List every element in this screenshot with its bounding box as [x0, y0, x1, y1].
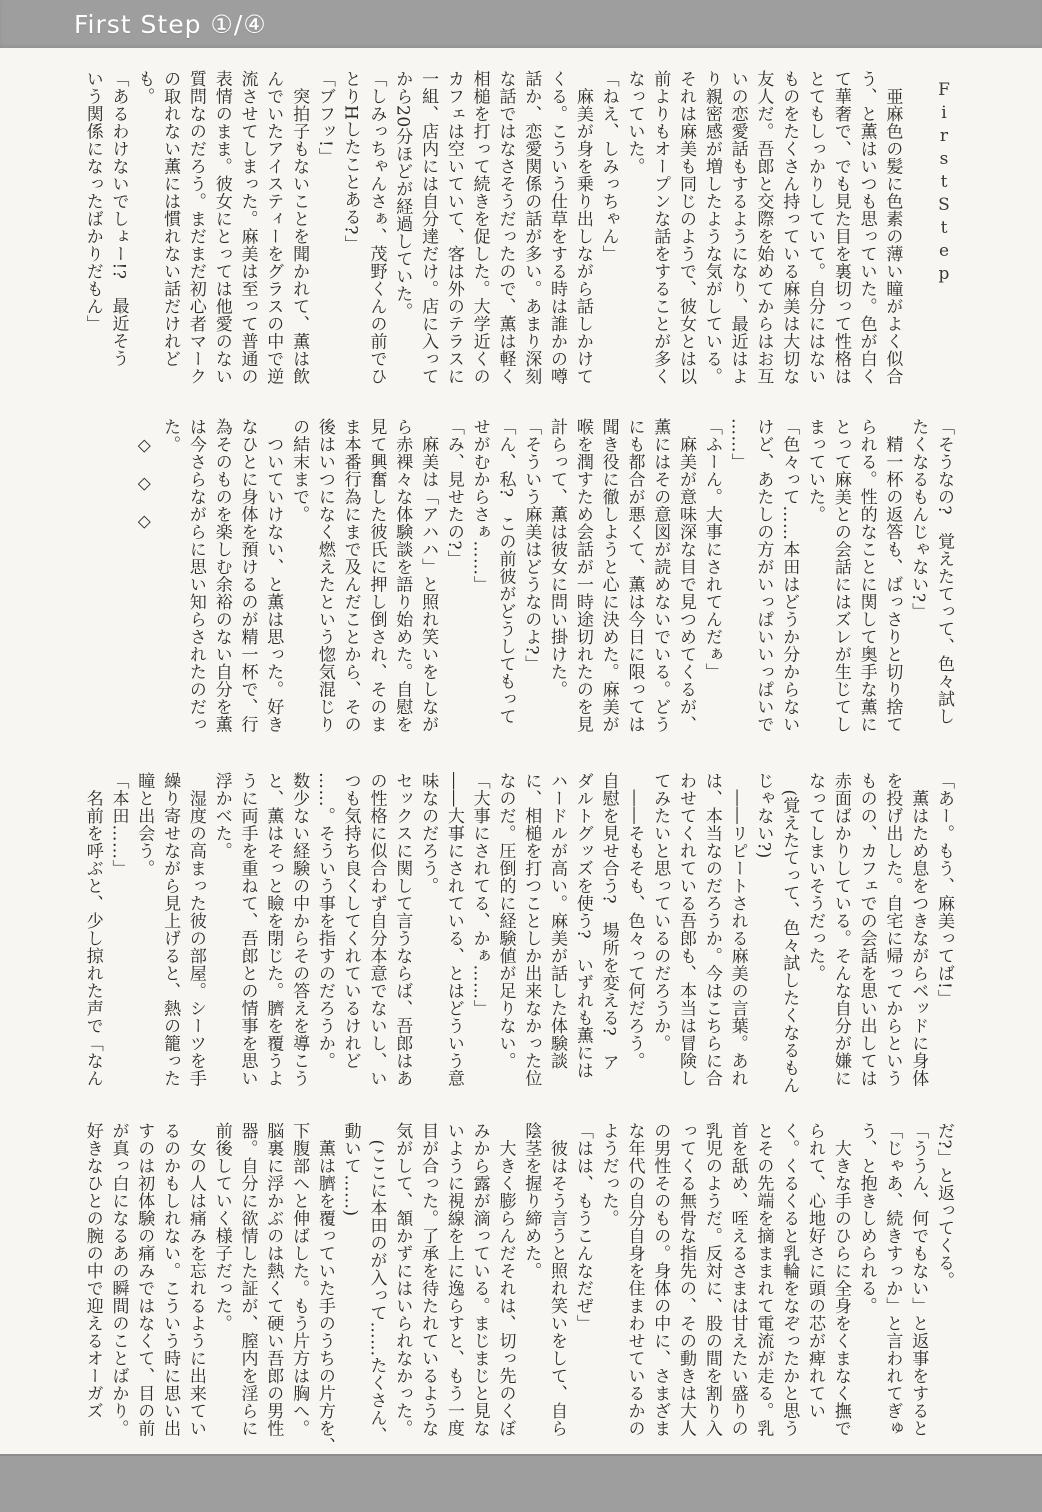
text-column: 「あー。もう、麻美ってば!」: [934, 772, 954, 1007]
text-column: の男性そのもの。身体の中に、さまざま: [650, 1122, 671, 1437]
text-column: 薫は臍を覆っていた手のうちの片方を、: [314, 1122, 335, 1455]
text-column: なってしまいそうだった。: [805, 772, 826, 982]
text-column: にも都合が悪くて、薫は今日に限っては: [624, 418, 645, 733]
text-block-1: [79, 70, 956, 406]
text-column: 「ふーん。大事にされてんだぁ」: [701, 418, 722, 681]
text-column: も。: [134, 70, 155, 105]
text-column: 後はいつになく燃えたという惚気混じり: [314, 418, 335, 733]
text-column: なっていた。: [624, 70, 645, 175]
text-column: 乳児のようだ。反対に、股の間を割り入: [701, 1122, 722, 1437]
text-column: 喉を潤すため会話が一時途切れたのを見: [572, 418, 593, 733]
text-column: な年代の自分自身を住まわせているかの: [624, 1122, 645, 1437]
text-column: 前後していく様子だった。: [211, 1122, 232, 1332]
text-column: 為そのものを楽しむ余裕のない自分を薫: [211, 418, 232, 733]
text-column: ――そもそも、色々って何だろう。: [624, 772, 645, 1070]
text-column: ……」: [727, 418, 748, 471]
text-column: けど、あたしの方がいっぱいいっぱいで: [753, 418, 774, 733]
text-column: 首を舐め、咥えるさまは甘えたい盛りの: [727, 1122, 748, 1437]
text-column: 「そういう麻美はどうなのよ?」: [521, 418, 542, 673]
text-column: (ここに本田のが入って……たくさん、: [366, 1122, 387, 1445]
text-column: と、薫はそっと瞼を閉じた。臍を覆うよ: [263, 772, 284, 1087]
text-column: それは麻美も同じのようで、彼女とは以: [676, 70, 697, 385]
text-column: 味なのだろう。: [418, 772, 439, 895]
text-column: ま本番行為にまで及んだことから、その: [340, 418, 361, 733]
text-column: [904, 70, 930, 406]
text-column: 聞き役に徹しようと心に決めた。麻美が: [598, 418, 619, 733]
text-column: 繰り寄せながら見上げると、熱の籠った: [160, 772, 181, 1087]
text-column: から20分ほどが経過していた。: [392, 70, 413, 321]
text-column: の結末まで。: [289, 418, 310, 523]
text-column: ダルトグッズを使う? いずれも薫には: [572, 772, 593, 1080]
text-column: は今さらながらに思い知らされたのだっ: [185, 418, 206, 733]
text-column: 目が合った。了承を待たれているような: [418, 1122, 439, 1437]
text-column: 「色々って……本田はどうか分からない: [779, 418, 800, 733]
text-column: 下腹部へと伸ばした。もう片方は胸へ。: [289, 1122, 310, 1437]
text-column: 精一杯の返答も、ばっさりと切り捨て: [882, 418, 903, 733]
text-column: 突拍子もないことを聞かれて、薫は飲: [289, 70, 310, 385]
text-column: 自慰を見せ合う? 場所を変える? ア: [598, 772, 619, 1072]
text-column: 相槌を打って続きを促した。大学近くの: [469, 70, 490, 385]
text-column: 流させてしまった。麻美は至って普通の: [237, 70, 258, 385]
text-column: 彼はそう言うと照れ笑いをして、自ら: [547, 1122, 568, 1437]
text-column: 話か、恋愛関係の話が多い。あまり深刻: [521, 70, 542, 385]
text-column: 陰茎を握り締めた。: [521, 1122, 542, 1280]
text-column: まっていた。: [805, 418, 826, 523]
text-block-4: [79, 1122, 956, 1458]
text-column: ――リピートされる麻美の言葉。あれ: [727, 772, 748, 1087]
text-column: ものをたくさん持っている麻美は大切な: [779, 70, 800, 385]
text-column: んでいたアイスティーをグラスの中で逆: [263, 70, 284, 385]
text-column: 「じゃあ、続きすっか」と言われてぎゅ: [882, 1122, 903, 1437]
text-column: いの恋愛話もするようになり、最近はよ: [727, 70, 748, 385]
text-column: 麻美が意味深な目で見つめてくるが、: [676, 418, 697, 733]
text-column: は、本当なのだろうか。今はこちらに合: [701, 772, 722, 1087]
text-column: う、と抱きしめられる。: [856, 1122, 877, 1315]
text-column: 質問なのだろう。まだまだ初心者マーク: [185, 70, 206, 385]
text-column: とって麻美との会話にはズレが生じてし: [830, 418, 851, 733]
text-column: 「ん、私? この前彼がどうしてもって: [495, 418, 516, 726]
text-column: 「ブフッ!」: [314, 70, 335, 165]
text-column: ついていけない、と薫は思った。好き: [263, 418, 284, 733]
text-column: に、相槌を打つことしか出来なかった位: [521, 772, 542, 1087]
text-column: 大きな手のひらに全身をくまなく撫で: [830, 1122, 851, 1437]
text-column: 「本田……」: [108, 772, 129, 877]
text-column: 名前を呼ぶと、少し掠れた声で「なん: [82, 772, 103, 1087]
text-column: ものの、カフェでの会話を思い出しては: [856, 772, 877, 1087]
text-column: を投げ出した。自宅に帰ってからという: [882, 772, 903, 1087]
text-column: たくなるもんじゃない?」: [908, 418, 929, 621]
text-column: うに両手を重ねて、吾郎との情事を思い: [237, 772, 258, 1087]
text-column: るのかもしれない。こういう時に思い出: [160, 1122, 181, 1437]
text-column: いように視線を上に逸らすと、もう一度: [443, 1122, 464, 1437]
text-column: なひとに身体を預けるのが精一杯で、行: [237, 418, 258, 733]
text-column: 見て興奮した彼氏に押し倒され、そのま: [366, 418, 387, 733]
text-column: とその先端を摘ままれて電流が走る。乳: [753, 1122, 774, 1437]
text-column: みから露が滴っている。まじまじと見な: [469, 1122, 490, 1437]
text-column: 薫にはその意図が読めないでいる。どう: [650, 418, 671, 733]
text-column: 気がして、頷かずにはいられなかった。: [392, 1122, 413, 1437]
text-column: とてもしっかりしていて。自分にはない: [805, 70, 826, 385]
text-column: 「あるわけないでしょー!? 最近そう: [108, 70, 129, 367]
text-column: 「ううん、何でもない」と返事をすると: [908, 1122, 929, 1437]
text-block-2: [131, 418, 957, 754]
text-column: とりHしたことある?」: [340, 70, 361, 253]
text-column: 「み、見せたの?」: [443, 418, 464, 568]
text-block-3: [79, 772, 956, 1108]
text-column: ようだった。: [598, 1122, 619, 1227]
text-column: 好きなひとの腕の中で迎えるオーガズ: [82, 1122, 103, 1420]
text-column: じゃない?): [753, 772, 774, 859]
text-column: いう関係になったばかりだもん」: [82, 70, 103, 333]
text-column: 亜麻色の髪に色素の薄い瞳がよく似合: [882, 70, 903, 385]
text-column: た。: [160, 418, 181, 453]
page-title: First Step ①/④: [74, 9, 267, 39]
text-column: 大きく膨らんだそれは、切っ先のくぼ: [495, 1122, 516, 1437]
text-column: 友人だ。吾郎と交際を始めてからはお互: [753, 70, 774, 385]
text-column: 「ねえ、しみっちゃん」: [598, 70, 619, 263]
text-column: 器。自分に欲情した証が、膣内を淫らに: [237, 1122, 258, 1437]
text-column: 女の人は痛みを忘れるように出来てい: [185, 1122, 206, 1437]
text-column: 湿度の高まった彼の部屋。シーツを手: [185, 772, 206, 1087]
text-column: られて、心地好さに頭の芯が痺れてい: [805, 1122, 826, 1420]
text-column: セックスに関して言うならば、吾郎はあ: [392, 772, 413, 1087]
footer-bar: [0, 1454, 1042, 1512]
text-column: り親密感が増したような気がしている。: [701, 70, 722, 385]
text-column: の性格に似合わず自分本意でないし、い: [366, 772, 387, 1087]
text-column: てみたいと思っているのだろうか。: [650, 772, 671, 1052]
text-column: ――大事にされている、とはどういう意: [443, 772, 464, 1087]
text-column: 脳裏に浮かぶのは熱くて硬い吾郎の男性: [263, 1122, 284, 1437]
text-column: 浮かべた。: [211, 772, 232, 860]
text-column: 「しみっちゃんさぁ、茂野くんの前でひ: [366, 70, 387, 385]
text-column: 薫はため息をつきながらベッドに身体: [908, 772, 929, 1087]
text-column: ってくる無骨な指先の、その動きは大人: [676, 1122, 697, 1437]
text-column: なのだ。圧倒的に経験値が足りない。: [495, 772, 516, 1070]
text-column: られる。性的なことに関して奥手な薫に: [856, 418, 877, 733]
text-column: 前よりもオープンな話をすることが多く: [650, 70, 671, 385]
text-column: ハードルが高い。麻美が話した体験談: [547, 772, 568, 1070]
text-column: 赤面ばかりしている。そんな自分が嫌に: [830, 772, 851, 1087]
text-column: 麻美が身を乗り出しながら話しかけて: [572, 70, 593, 385]
text-column: つも気持ち良くしてくれているけれど: [340, 772, 361, 1070]
text-column: の取れない薫には慣れない話だけれど: [160, 70, 181, 368]
text-column: わせてくれている吾郎も、本当は冒険し: [676, 772, 697, 1087]
text-column: て華奢で、でも見た目を裏切って性格は: [830, 70, 851, 385]
text-column: カフェは空いていて、客は外のテラスに: [443, 70, 464, 385]
text-column: 数少ない経験の中からその答えを導こう: [289, 772, 310, 1087]
text-column: く。くるくると乳輪をなぞったかと思う: [779, 1122, 800, 1437]
text-column: 麻美は「アハハ」と照れ笑いをしなが: [418, 418, 439, 733]
text-column: 瞳と出会う。: [134, 772, 155, 877]
text-column: な話ではなさそうだったので、薫は軽く: [495, 70, 516, 385]
text-column: 表情のまま。彼女にとっては他愛のない: [211, 70, 232, 385]
section-title-column: FirstStep: [934, 80, 954, 287]
text-column: すのは初体験の痛みではなくて、目の前: [134, 1122, 155, 1437]
text-column: (覚えたてって、色々試したくなるもん: [779, 772, 800, 1095]
text-column: 「大事にされてる、かぁ……」: [469, 772, 490, 1017]
text-column: せがむからさぁ……」: [469, 418, 490, 593]
text-column: だ?」と返ってくる。: [934, 1122, 954, 1290]
text-column: う、と薫はいつも思っていた。色が白く: [856, 70, 877, 385]
text-column: が真っ白になるあの瞬間のことばかり。: [108, 1122, 129, 1437]
text-column: ……。そういう事を指すのだろうか。: [314, 772, 335, 1070]
text-column: 「そうなの? 覚えたてって、色々試し: [934, 418, 954, 726]
text-column: 一組、店内には自分達だけ。店に入って: [418, 70, 439, 385]
text-column: ら赤裸々な体験談を語り始めた。自慰を: [392, 418, 413, 733]
text-column: 計らって、薫は彼女に問い掛けた。: [547, 418, 568, 698]
text-column: 動いて……): [340, 1122, 361, 1217]
text-column: ◇ ◇ ◇: [134, 418, 155, 532]
text-column: 「はは、もうこんなだぜ」: [572, 1122, 593, 1332]
text-column: くる。こういう仕草をする時は誰かの噂: [547, 70, 568, 385]
